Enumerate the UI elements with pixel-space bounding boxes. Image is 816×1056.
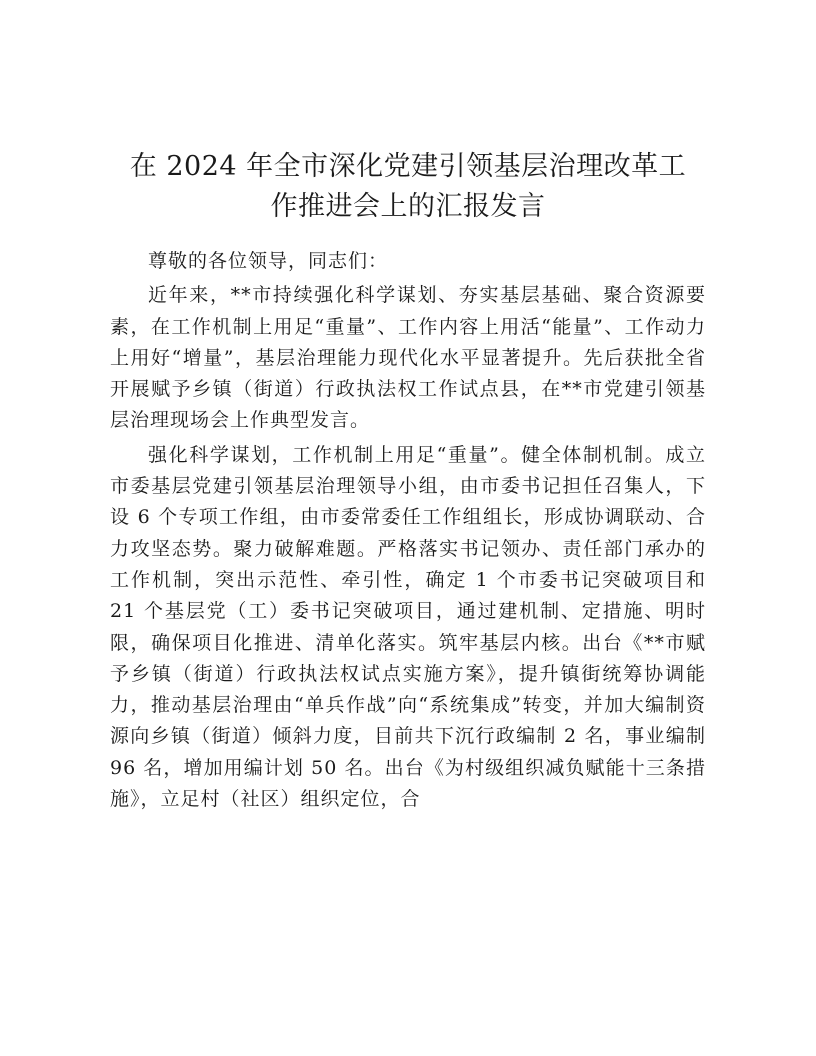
document-body	[110, 246, 706, 815]
paragraph-mechanism: 强化科学谋划，工作机制上用足“重量”。健全体制机制。成立市委基层党建引领基层治理领导小组，由市委书记担任召集人，下设 6 个专项工作组，由市委常委任工作组组长，形成协调联动、合力攻坚态势。聚力破解难题。严格落实书记领办、责任部门承办的工作机制，突出示范性、牵引性，确定 1 个市委书记突破项目和 21 个基层党（工）委书记突破项目，通过建机制、定措施、明时限，确保项目化推进、清单化落实。筑牢基层内核。出台《**市赋予乡镇（街道）行政执法权试点实施方案》，提升镇街统筹协调能力，推动基层治理由“单兵作战”向“系统集成”转变，并加大编制资源向乡镇（街道）倾斜力度，目前共下沉行政编制 2 名，事业编制 96 名，增加用编计划 50 名。出台《为村级组织减负赋能十三条措施》，立足村（社区）组织定位，合	[110, 443, 706, 811]
title-line-1: 在 2024 年全市深化党建引领基层治理改革工	[129, 151, 687, 182]
greeting: 尊敬的各位领导，同志们：	[148, 250, 389, 272]
document-title	[100, 147, 716, 227]
title-line-2: 作推进会上的汇报发言	[270, 191, 546, 222]
paragraph-intro: 近年来，**市持续强化科学谋划、夯实基层基础、聚合资源要素，在工作机制上用足“重量”、工作内容上用活“能量”、工作动力上用好“增量”，基层治理能力现代化水平显著提升。先后获批全省开展赋予乡镇（街道）行政执法权工作试点县，在**市党建引领基层治理现场会上作典型发言。	[110, 284, 706, 432]
